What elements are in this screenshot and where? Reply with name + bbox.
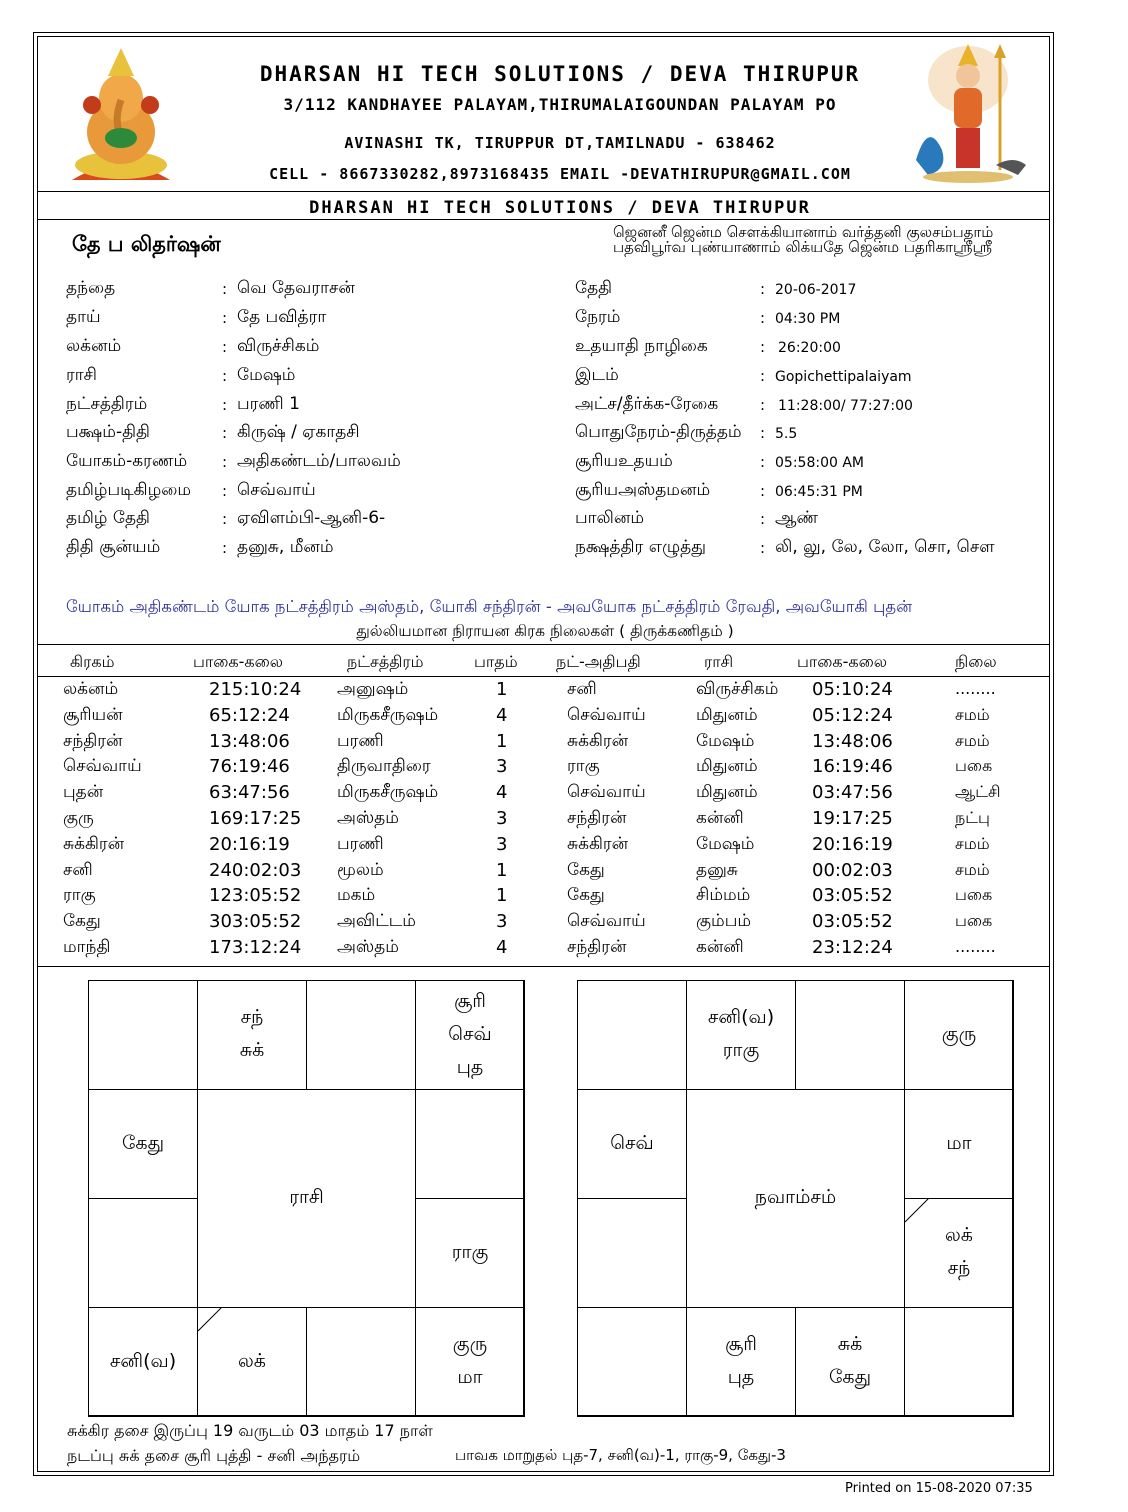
table-cell: மிருகசீருஷம் (337, 782, 439, 803)
table-cell: 1 (496, 679, 508, 700)
detail-label: தமிழ் தேதி (66, 508, 150, 528)
table-cell: 303:05:52 (209, 911, 302, 933)
table-header: நட்-அதிபதி (556, 652, 641, 671)
detail-value: லி, லு, லே, லோ, சொ, சௌ (775, 537, 995, 557)
blessing-line: ஜெனனீ ஜென்ம சௌக்கியானாம் வர்த்தனி குலசம்பதாம் (613, 223, 994, 241)
yogam-line: யோகம் அதிகண்டம் யோக நட்சத்திரம் அஸ்தம், யோகி சந்திரன் - அவயோக நட்சத்திரம் ரேவதி, அவயோகி புதன் (66, 597, 913, 616)
table-cell: 1 (496, 885, 508, 907)
detail-value: 06:45:31 PM (775, 484, 863, 500)
divider (37, 966, 1050, 967)
house-kumbam (88, 1089, 198, 1199)
table-cell: மிருகசீருஷம் (337, 704, 439, 725)
detail-label: உதயாதி நாழிகை (575, 336, 708, 356)
table-cell: 03:05:52 (812, 911, 893, 933)
table-cell: மிதுனம் (696, 782, 758, 803)
table-cell: அனுஷம் (337, 679, 409, 699)
table-cell: சனி (567, 679, 597, 699)
table-cell: தனுசு (696, 859, 738, 880)
planet-label: புத (456, 1055, 484, 1078)
planet-label: கேது (828, 1366, 872, 1388)
table-cell: செவ்வாய் (567, 911, 646, 932)
house-dhanusu (88, 1307, 198, 1417)
detail-value: பரணி 1 (237, 394, 300, 414)
planet-label: சூரி (725, 1333, 757, 1355)
planet-label: லக் (945, 1224, 973, 1246)
house-kadagam (415, 1089, 525, 1199)
detail-colon: : (760, 367, 766, 385)
table-header: ராசி (704, 652, 734, 671)
detail-colon: : (760, 453, 766, 471)
detail-value: மேஷம் (237, 365, 296, 385)
bhava-change: பாவக மாறுதல் புத-7, சனி(வ)-1, ராகு-9, கேது-3 (455, 1446, 786, 1464)
planet-label: லக் (238, 1349, 266, 1372)
table-header: நட்சத்திரம் (347, 652, 424, 671)
table-cell: செவ்வாய் (567, 704, 646, 725)
planet-label: சுக் (837, 1333, 863, 1355)
table-cell: 19:17:25 (812, 808, 893, 829)
detail-colon: : (760, 539, 766, 557)
table-cell: மிதுனம் (696, 704, 758, 725)
table-cell: சமம் (955, 833, 990, 853)
planet-label: குரு (452, 1333, 488, 1355)
house-meenam (577, 980, 687, 1090)
table-cell: 65:12:24 (209, 704, 290, 726)
murugan-image (908, 40, 1028, 185)
table-cell: கன்னி (696, 808, 744, 828)
house-rishabam (795, 980, 905, 1090)
detail-label: பக்ஷம்-திதி (66, 422, 150, 442)
rasi-chart (88, 980, 524, 1416)
table-cell: பகை (955, 756, 993, 776)
table-cell: 240:02:03 (209, 859, 302, 881)
table-cell: 20:16:19 (209, 833, 290, 855)
planet-label: சுக் (239, 1039, 265, 1061)
table-cell: 3 (496, 808, 508, 829)
detail-label: சூரியஉதயம் (575, 451, 673, 471)
detail-colon: : (222, 482, 228, 500)
table-header: கிரகம் (70, 652, 115, 671)
detail-value: 05:58:00 AM (775, 455, 864, 471)
table-cell: பகை (955, 911, 993, 931)
table-cell: மிதுனம் (696, 756, 758, 777)
table-cell: சந்திரன் (567, 937, 627, 957)
detail-label: நக்ஷத்திர எழுத்து (575, 537, 706, 557)
lagna-marker (905, 1198, 931, 1224)
planet-label: சூரி (454, 989, 486, 1012)
detail-label: பாலினம் (575, 508, 645, 528)
table-cell: சூரியன் (63, 704, 123, 725)
planet-label: சந் (947, 1257, 971, 1279)
native-name: தே ப லிதர்ஷன் (72, 232, 221, 256)
table-cell: ராகு (63, 885, 96, 906)
table-header: பாகை-கலை (797, 652, 888, 671)
planet-label: குரு (941, 1022, 977, 1045)
table-cell: லக்னம் (63, 679, 119, 699)
detail-value: 5.5 (775, 426, 798, 442)
detail-colon: : (760, 482, 766, 500)
table-cell: ........ (955, 937, 996, 956)
planet-label: புத (727, 1366, 755, 1388)
detail-label: நேரம் (575, 307, 621, 327)
divider (37, 644, 1050, 645)
detail-colon: : (222, 280, 228, 298)
current-dasa: நடப்பு சுக் தசை சூரி புத்தி - சனி அந்தரம் (67, 1446, 361, 1465)
detail-label: தமிழ்படிகிழமை (66, 480, 192, 500)
house-meenam (88, 980, 198, 1090)
table-cell: மேஷம் (696, 730, 755, 751)
detail-label: தேதி (575, 278, 613, 298)
table-cell: சமம் (955, 859, 990, 879)
detail-label: ராசி (66, 365, 97, 385)
detail-label: நட்சத்திரம் (66, 394, 148, 414)
table-cell: கேது (567, 885, 605, 906)
planet-label: ராகு (722, 1039, 760, 1061)
detail-colon: : (760, 338, 766, 356)
table-cell: சிம்மம் (696, 885, 751, 906)
planet-label: சந் (240, 1006, 264, 1028)
house-makaram (88, 1198, 198, 1308)
table-cell: 13:48:06 (812, 730, 893, 752)
house-dhanusu (577, 1307, 687, 1417)
table-cell: கும்பம் (696, 911, 752, 932)
detail-colon: : (222, 396, 228, 414)
table-cell: 1 (496, 859, 508, 881)
printed-timestamp: Printed on 15-08-2020 07:35 (845, 1481, 1033, 1496)
table-cell: சுக்கிரன் (567, 833, 629, 854)
company-address-2: AVINASHI TK, TIRUPPUR DT,TAMILNADU - 638462 (344, 134, 776, 152)
house-mesham (686, 980, 796, 1090)
company-name: DHARSAN HI TECH SOLUTIONS / DEVA THIRUPUR (259, 62, 861, 86)
table-cell: விருச்சிகம் (696, 679, 779, 699)
table-cell: சுக்கிரன் (567, 730, 629, 751)
table-cell: கேது (567, 859, 605, 880)
table-cell: ராகு (567, 756, 600, 777)
table-cell: 20:16:19 (812, 833, 893, 855)
table-title: துல்லியமான நிராயன கிரக நிலைகள் ( திருக்கணிதம் ) (356, 622, 734, 640)
table-cell: சந்திரன் (63, 730, 123, 751)
house-rishabam (306, 980, 416, 1090)
table-cell: குரு (63, 808, 94, 828)
detail-value: செவ்வாய் (237, 480, 316, 500)
chart-title: ராசி (197, 1089, 416, 1308)
detail-value: விருச்சிகம் (237, 336, 320, 356)
detail-label: லக்னம் (66, 336, 122, 356)
table-cell: அஸ்தம் (337, 937, 399, 957)
detail-value: ஏவிளம்பி-ஆனி-6- (237, 508, 386, 528)
table-cell: செவ்வாய் (567, 782, 646, 803)
table-cell: 3 (496, 911, 508, 933)
table-cell: 3 (496, 756, 508, 778)
planet-label: சனி(வ) (707, 1006, 775, 1028)
detail-value: Gopichettipalaiyam (775, 369, 912, 385)
house-mithunam (415, 980, 525, 1090)
planet-label: செவ் (610, 1131, 654, 1154)
house-mesham (197, 980, 307, 1090)
detail-colon: : (760, 396, 766, 414)
table-cell: சமம் (955, 704, 990, 724)
house-kanni (904, 1307, 1014, 1417)
navamsam-chart (577, 980, 1013, 1416)
company-contact: CELL - 8667330282,8973168435 EMAIL -DEVATHIRUPUR@GMAIL.COM (269, 165, 851, 183)
table-cell: புதன் (63, 782, 104, 803)
detail-value: 20-06-2017 (775, 282, 857, 298)
detail-colon: : (222, 367, 228, 385)
table-cell: 123:05:52 (209, 885, 302, 907)
house-simmam (415, 1198, 525, 1308)
table-header: பாகை-கலை (193, 652, 284, 671)
table-cell: 03:47:56 (812, 782, 893, 804)
banner-title: DHARSAN HI TECH SOLUTIONS / DEVA THIRUPUR (309, 198, 811, 218)
detail-value: 26:20:00 (778, 340, 841, 356)
detail-colon: : (760, 280, 766, 298)
table-cell: 4 (496, 782, 508, 804)
table-cell: பகை (955, 885, 993, 905)
detail-colon: : (222, 309, 228, 327)
detail-value: தே பவித்ரா (237, 307, 327, 327)
table-cell: ஆட்சி (955, 782, 1001, 802)
table-cell: கேது (63, 911, 101, 932)
table-cell: பரணி (337, 833, 384, 854)
planet-label: கேது (121, 1131, 165, 1154)
blessing-verse (613, 225, 993, 255)
detail-value: தனுசு, மீனம் (237, 537, 334, 557)
table-cell: ........ (955, 679, 996, 698)
detail-colon: : (222, 539, 228, 557)
table-cell: 4 (496, 704, 508, 726)
house-viruchigam (686, 1307, 796, 1417)
house-mithunam (904, 980, 1014, 1090)
table-cell: 05:10:24 (812, 679, 893, 700)
detail-label: தாய் (66, 307, 101, 327)
table-cell: 76:19:46 (209, 756, 290, 778)
table-cell: 3 (496, 833, 508, 855)
table-cell: நட்பு (955, 808, 990, 827)
table-cell: மேஷம் (696, 833, 755, 854)
detail-value: வெ தேவராசன் (237, 278, 355, 298)
detail-label: இடம் (575, 365, 619, 385)
company-address-1: 3/112 KANDHAYEE PALAYAM,THIRUMALAIGOUNDAN PALAYAM PO (283, 95, 837, 114)
detail-value: கிருஷ் / ஏகாதசி (237, 422, 360, 442)
detail-value: அதிகண்டம்/பாலவம் (237, 451, 401, 471)
table-cell: பரணி (337, 730, 384, 751)
detail-value: ஆண் (775, 508, 819, 528)
table-cell: செவ்வாய் (63, 756, 142, 777)
table-cell: 05:12:24 (812, 704, 893, 726)
detail-label: பொதுநேரம்-திருத்தம் (575, 422, 742, 442)
table-cell: 1 (496, 730, 508, 752)
house-kanni (415, 1307, 525, 1417)
house-kumbam (577, 1089, 687, 1199)
blessing-line: பதவிபூர்வ புண்யாணாம் லிக்யதே ஜென்ம பதரிகாஸ்ரீஸ்ரீ (613, 238, 993, 256)
detail-colon: : (222, 338, 228, 356)
table-cell: 63:47:56 (209, 782, 290, 804)
table-cell: மூலம் (337, 859, 384, 880)
house-thulam (795, 1307, 905, 1417)
table-cell: மகம் (337, 885, 376, 906)
detail-label: அட்ச/தீர்க்க-ரேகை (575, 394, 719, 414)
table-cell: 173:12:24 (209, 937, 302, 958)
detail-label: தந்தை (66, 278, 116, 298)
table-cell: 13:48:06 (209, 730, 290, 752)
dasa-balance: சுக்கிர தசை இருப்பு 19 வருடம் 03 மாதம் 17 நாள் (67, 1421, 433, 1440)
divider (37, 219, 1050, 220)
detail-colon: : (222, 424, 228, 442)
table-cell: சனி (63, 859, 93, 880)
table-cell: 169:17:25 (209, 808, 302, 829)
planet-label: சனி(வ) (109, 1349, 177, 1372)
table-cell: திருவாதிரை (337, 756, 431, 777)
house-thulam (306, 1307, 416, 1417)
lagna-marker (198, 1307, 224, 1333)
table-header: நிலை (955, 652, 997, 671)
table-cell: 4 (496, 937, 508, 958)
detail-colon: : (222, 510, 228, 528)
table-cell: 03:05:52 (812, 885, 893, 907)
detail-colon: : (222, 453, 228, 471)
table-header: பாதம் (474, 652, 518, 671)
divider (37, 676, 1050, 677)
ganesha-image (62, 40, 180, 185)
table-cell: சமம் (955, 730, 990, 750)
house-makaram (577, 1198, 687, 1308)
table-cell: கன்னி (696, 937, 744, 957)
detail-value: 11:28:00/ 77:27:00 (778, 398, 913, 414)
detail-label: சூரியஅஸ்தமனம் (575, 480, 711, 500)
table-cell: அஸ்தம் (337, 808, 399, 828)
planet-label: மா (946, 1131, 972, 1154)
table-cell: சுக்கிரன் (63, 833, 125, 854)
detail-label: யோகம்-கரணம் (66, 451, 188, 471)
table-cell: மாந்தி (63, 937, 111, 957)
detail-colon: : (760, 424, 766, 442)
table-cell: 16:19:46 (812, 756, 893, 778)
house-kadagam (904, 1089, 1014, 1199)
planet-label: செவ் (448, 1022, 492, 1045)
planet-label: ராகு (451, 1240, 489, 1263)
table-cell: 00:02:03 (812, 859, 893, 881)
table-cell: 215:10:24 (209, 679, 302, 700)
detail-colon: : (760, 510, 766, 528)
detail-colon: : (760, 309, 766, 327)
table-cell: சந்திரன் (567, 808, 627, 828)
planet-label: மா (457, 1366, 483, 1388)
table-cell: அவிட்டம் (337, 911, 416, 932)
detail-value: 04:30 PM (775, 311, 841, 327)
divider (37, 191, 1050, 192)
chart-title: நவாம்சம் (686, 1089, 905, 1308)
detail-label: திதி சூன்யம் (66, 537, 161, 557)
table-cell: 23:12:24 (812, 937, 893, 958)
